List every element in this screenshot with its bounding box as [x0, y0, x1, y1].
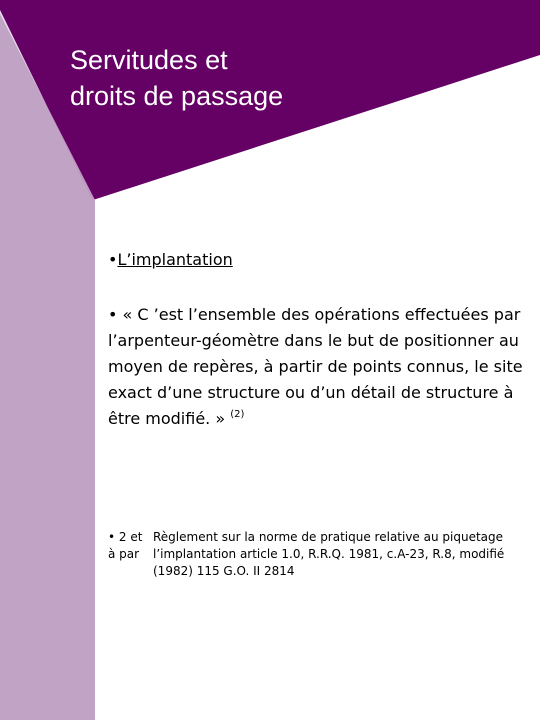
section-heading [108, 249, 233, 271]
slide-title [70, 42, 283, 114]
heading-bullet: • [108, 250, 118, 269]
title-line-2: droits de passage [70, 81, 284, 111]
quote-reference: (2) [230, 409, 245, 420]
quote-text: • « C ’est l’ensemble des opérations effectuées par l’arpenteur-géomètre dans le but de positionner au moyen de repères, à partir de points connus, le site exact d’une structure ou d’un détail de structure à être modifié. » [108, 305, 523, 428]
footnote-label: • 2 et à par [108, 530, 143, 561]
footnote-text: Règlement sur la norme de pratique relative au piquetage l’implantation article 1.0, R.R.Q. 1981, c.A-23, R.8, modifié (1982) 115 G.O. II 2814 [153, 530, 505, 578]
definition-quote [108, 302, 533, 432]
heading-text: L’implantation [117, 250, 233, 269]
title-line-1: Servitudes et [70, 45, 228, 75]
